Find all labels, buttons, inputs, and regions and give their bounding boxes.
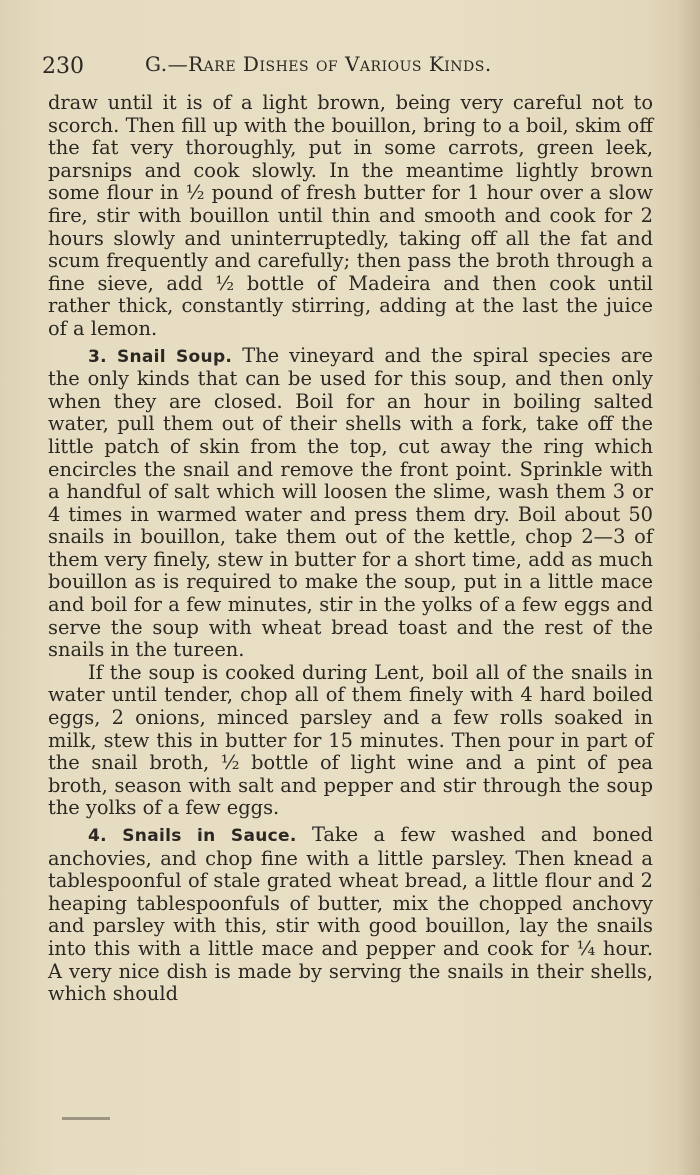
continuation-paragraph: draw until it is of a light brown, being very careful not to scorch. Then fill up with the bouillon, bring to a boil, skim off the fat very thoroughly, put in some carrots, green leek, parsnips and cook slowly. In the meantime lightly brown some flour in ½ pound of fresh butter for 1 hour over a slow fire, stir with bouillon until thin and smooth and cook for 2 hours slowly and uninterruptedly, taking off all the fat and scum frequently and carefully; then pass the broth through a fine sieve, add ½ bottle of Madeira and then cook until rather thick, constantly stirring, adding at the last the juice of a lemon. (48, 91, 653, 340)
recipe-text: The vineyard and the spiral species are the only kinds that can be used for this soup, and then only when they are closed. Boil for an hour in boiling salted water, pull them out of their shells with a fork, take off the little patch of skin from the top, cut away the ring which encircles the snail and remove the front point. Sprinkle with a handful of salt which will loosen the slime, wash them 3 or 4 times in warmed water and press them dry. Boil about 50 snails in bouillon, take them out of the kettle, chop 2—3 of them very finely, stew in butter for a short time, add as much bouillon as is required to make the soup, put in a little mace and boil for a few minutes, stir in the yolks of a few eggs and serve the soup with wheat bread toast and the rest of the snails in the tureen. (48, 343, 653, 662)
recipe-text: Take a few washed and boned anchovies, and chop fine with a little parsley. Then knead a tablespoonful of stale grated wheat bread, a little flour and 2 heaping tablespoonfuls of butter, mix the chopped anchovy and parsley with this, stir with good bouillon, lay the snails into this with a little mace and pepper and cook for ¼ hour. A very nice dish is made by serving the snails in their shells, which should (48, 823, 653, 1006)
recipe-snail-soup (48, 345, 653, 662)
page-body (48, 92, 653, 1006)
recipe-heading: 3. Snail Soup. (88, 346, 233, 367)
printer-mark (62, 1117, 110, 1120)
page-header (42, 50, 662, 84)
lent-paragraph: If the soup is cooked during Lent, boil all of the snails in water until tender, chop all of them finely with 4 hard boiled eggs, 2 onions, minced parsley and a few rolls soaked in milk, stew this in butter for 15 minutes. Then pour in part of the snail broth, ½ bottle of light wine and a pint of pea broth, season with salt and pepper and stir through the soup the yolks of a few eggs. (48, 660, 653, 820)
running-title: G.—Rare Dishes of Various Kinds. (145, 52, 492, 76)
page-number: 230 (42, 54, 84, 79)
recipe-snails-in-sauce (48, 824, 653, 1006)
recipe-heading: 4. Snails in Sauce. (88, 826, 297, 846)
page-edge-shadow (678, 0, 700, 1175)
